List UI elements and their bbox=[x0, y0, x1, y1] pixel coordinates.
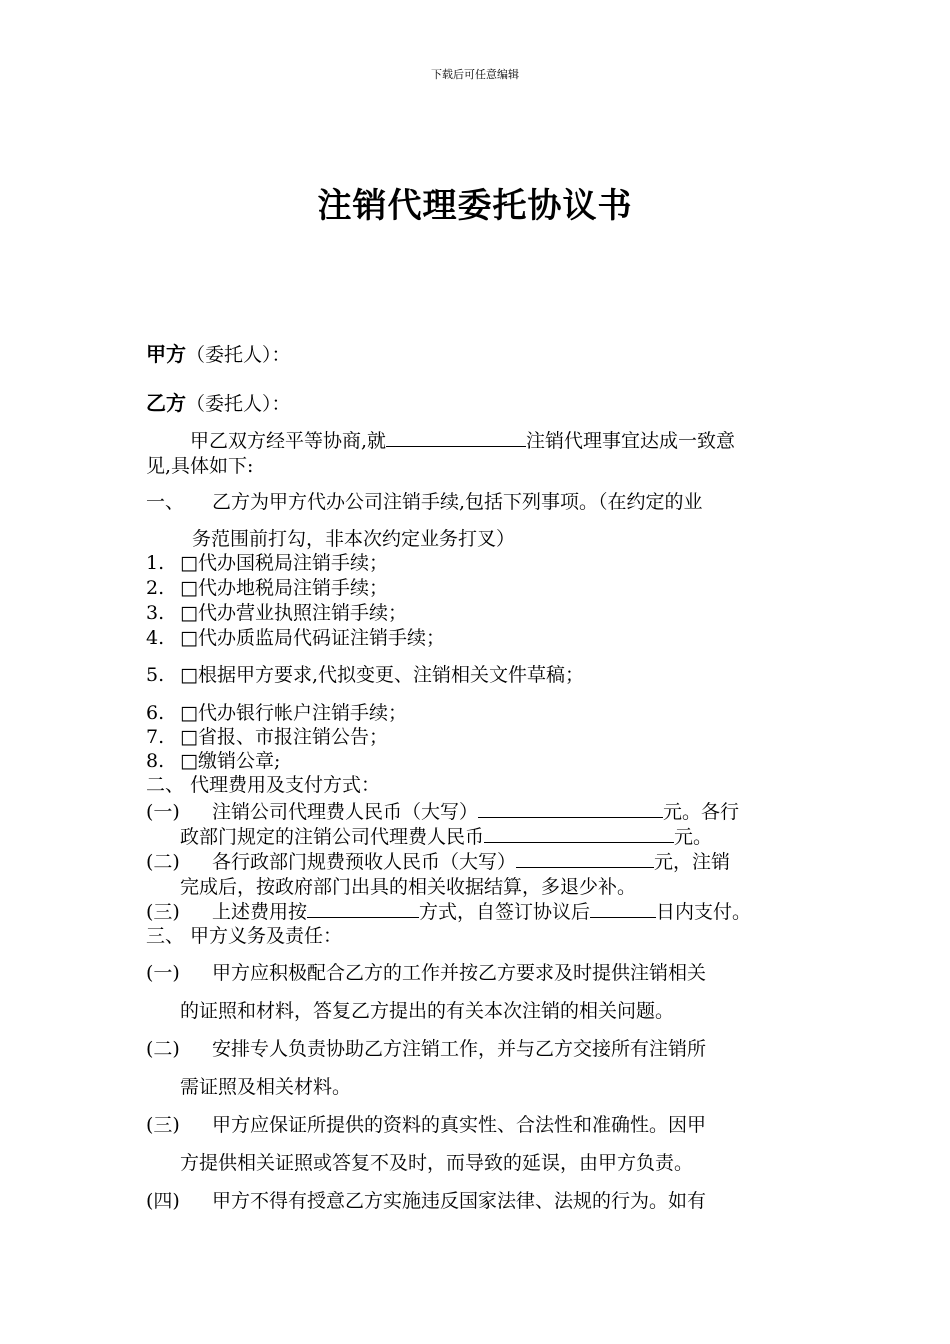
list-item-text: □缴销公章; bbox=[180, 750, 281, 772]
section2-item1-line1 bbox=[146, 797, 739, 824]
list-item-number: 2. bbox=[146, 577, 165, 599]
item-text: 各行政部门规费预收人民币（大写） bbox=[212, 851, 517, 873]
intro-line-1 bbox=[190, 426, 735, 453]
list-item-number: 1. bbox=[146, 552, 165, 574]
section1-text-2: 务范围前打勾，非本次约定业务打叉） bbox=[192, 528, 516, 550]
list-item-number: 7. bbox=[146, 726, 165, 748]
list-item-text: □代办质监局代码证注销手续； bbox=[180, 627, 445, 649]
item-text: 日内支付。 bbox=[656, 901, 752, 923]
party-a-role: （委托人）： bbox=[186, 344, 291, 366]
list-item-text: □省报、市报注销公告； bbox=[180, 726, 388, 748]
party-b-label: 乙方 bbox=[146, 391, 186, 415]
section3-heading: 三、 甲方义务及责任： bbox=[146, 925, 343, 947]
section3-item-line1 bbox=[146, 958, 706, 985]
list-item-text: □代办地税局注销手续； bbox=[180, 577, 388, 599]
section1-number: 一、 bbox=[146, 491, 185, 513]
list-item-text: □代办银行帐户注销手续； bbox=[180, 702, 407, 724]
list-item-text: □代办营业执照注销手续； bbox=[180, 602, 407, 624]
fee-blank bbox=[478, 799, 663, 818]
section1-text-1: 乙方为甲方代办公司注销手续,包括下列事项。（在约定的业 bbox=[212, 491, 703, 513]
page-header-note: 下载后可任意编辑 bbox=[431, 68, 519, 81]
fee-blank bbox=[516, 849, 654, 868]
list-item bbox=[146, 573, 388, 600]
item-number: (三) bbox=[146, 901, 180, 923]
section1-heading bbox=[146, 487, 703, 514]
item-text: 元。各行 bbox=[663, 801, 740, 823]
item-number: (一) bbox=[146, 962, 180, 984]
list-item-text: □代办国税局注销手续； bbox=[180, 552, 388, 574]
list-item-number: 8. bbox=[146, 750, 165, 772]
list-item bbox=[146, 722, 388, 749]
item-number: (一) bbox=[146, 801, 180, 823]
party-b-role: （委托人）： bbox=[186, 393, 291, 415]
section3-item-line2: 的证照和材料，答复乙方提出的有关本次注销的相关问题。 bbox=[180, 1000, 675, 1022]
item-text: 元。 bbox=[674, 826, 713, 848]
list-item bbox=[146, 746, 280, 773]
party-a-label: 甲方 bbox=[146, 342, 186, 366]
list-item bbox=[146, 660, 584, 687]
item-text: 政部门规定的注销公司代理费人民币 bbox=[180, 826, 485, 848]
list-item bbox=[146, 548, 388, 575]
intro-blank bbox=[386, 428, 526, 447]
intro-text-2: 注销代理事宜达成一致意 bbox=[526, 430, 736, 452]
item-text: 元，注销 bbox=[654, 851, 731, 873]
item-number: (二) bbox=[146, 851, 180, 873]
intro-text-1: 甲乙双方经平等协商,就 bbox=[190, 430, 387, 452]
list-item-number: 3. bbox=[146, 602, 165, 624]
item-text: 安排专人负责协助乙方注销工作，并与乙方交接所有注销所 bbox=[212, 1038, 707, 1060]
intro-line-2: 见,具体如下: bbox=[146, 455, 254, 477]
item-text: 甲方应积极配合乙方的工作并按乙方要求及时提供注销相关 bbox=[212, 962, 707, 984]
list-item bbox=[146, 698, 407, 725]
item-text: 上述费用按 bbox=[212, 901, 308, 923]
list-item bbox=[146, 598, 407, 625]
section3-item-line2: 需证照及相关材料。 bbox=[180, 1076, 352, 1098]
fee-blank bbox=[484, 824, 674, 843]
section3-item-line2: 方提供相关证照或答复不及时，而导致的延误，由甲方负责。 bbox=[180, 1152, 694, 1174]
item-text: 方式，自签订协议后 bbox=[419, 901, 591, 923]
item-number: (二) bbox=[146, 1038, 180, 1060]
item-text: 甲方应保证所提供的资料的真实性、合法性和准确性。因甲 bbox=[212, 1114, 707, 1136]
document-title: 注销代理委托协议书 bbox=[317, 186, 633, 226]
list-item-text: □根据甲方要求,代拟变更、注销相关文件草稿； bbox=[180, 664, 584, 686]
party-a-line bbox=[146, 338, 291, 367]
item-number: (四) bbox=[146, 1190, 180, 1212]
section3-item-line1 bbox=[146, 1186, 706, 1213]
list-item-number: 6. bbox=[146, 702, 165, 724]
section2-item3 bbox=[146, 897, 751, 924]
item-text: 注销公司代理费人民币（大写） bbox=[212, 801, 479, 823]
method-blank bbox=[307, 899, 419, 918]
item-number: (三) bbox=[146, 1114, 180, 1136]
list-item bbox=[146, 623, 445, 650]
section3-item-line1 bbox=[146, 1034, 706, 1061]
days-blank bbox=[590, 899, 656, 918]
section2-heading: 二、 代理费用及支付方式： bbox=[146, 774, 381, 796]
list-item-number: 5. bbox=[146, 664, 165, 686]
section3-item-line1 bbox=[146, 1110, 706, 1137]
section2-item2-line2: 完成后，按政府部门出具的相关收据结算，多退少补。 bbox=[180, 876, 637, 898]
item-text: 甲方不得有授意乙方实施违反国家法律、法规的行为。如有 bbox=[212, 1190, 707, 1212]
list-item-number: 4. bbox=[146, 627, 165, 649]
section2-item2-line1 bbox=[146, 847, 730, 874]
section2-item1-line2 bbox=[180, 822, 712, 849]
party-b-line bbox=[146, 387, 291, 416]
